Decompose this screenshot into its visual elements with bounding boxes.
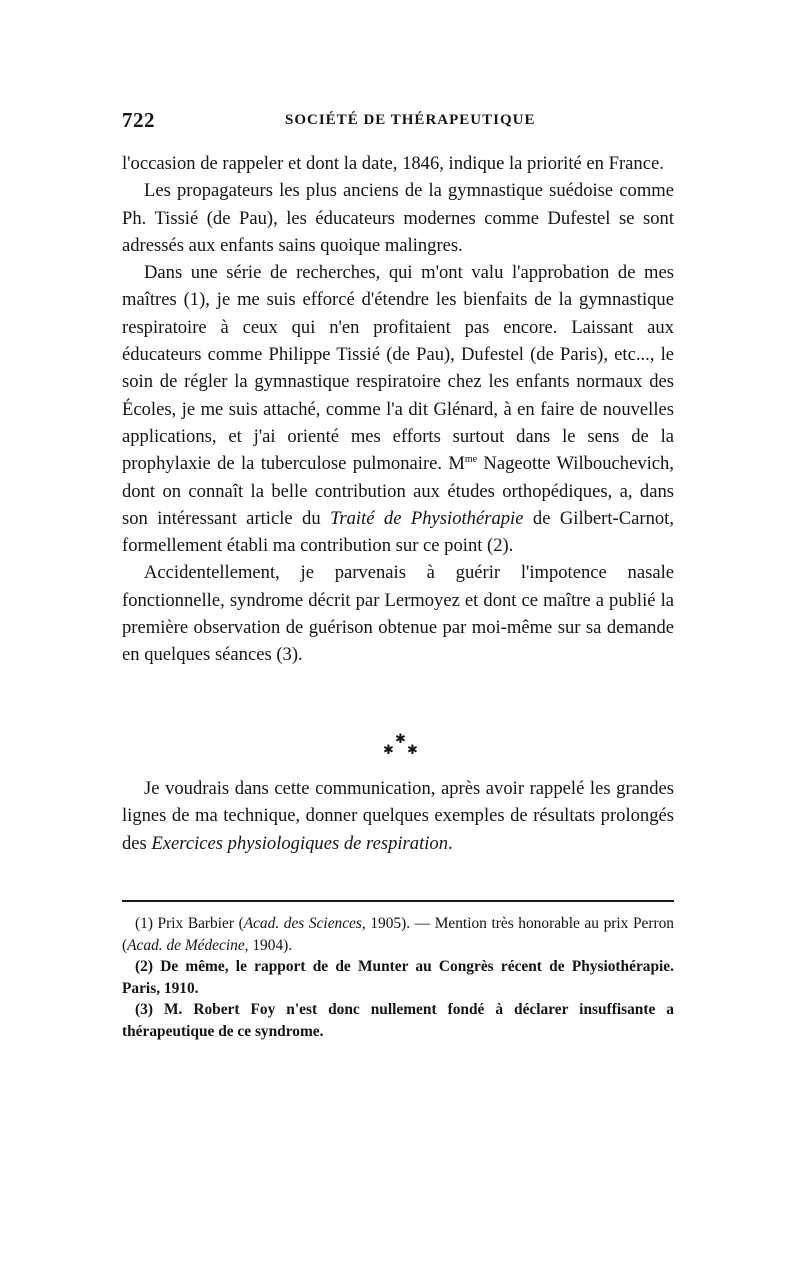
paragraph-propagateurs: Les propagateurs les plus anciens de la gymnastique suédoise comme Ph. Tissié (de Pau), les éducateurs modernes comme Dufestel se sont adressés aux enfants sains quoique malingres. (122, 180, 674, 256)
superscript-me: me (464, 454, 478, 466)
asterism-separator (380, 733, 420, 773)
text-segment: , 1905). — Mention très honorable au prix Perron ( (122, 915, 674, 954)
text-segment: (1) Prix Barbier ( (135, 915, 244, 932)
asterisk-icon: ✱ (407, 743, 418, 758)
text-segment: de Gilbert-Carnot, formellement établi ma contribution sur ce point (2). (122, 507, 674, 557)
text-segment: Je voudrais dans cette communication, après avoir rappelé les grandes lignes de ma technique, donner quelques exemples de résultats prolongés des (122, 778, 674, 854)
footnote-divider (122, 900, 674, 902)
page-header (122, 108, 672, 138)
text-segment: . (448, 832, 453, 854)
exercises-title-italic: Exercices physiologiques de respiration (151, 832, 449, 854)
body-text (122, 150, 674, 669)
book-title-italic: Traité de Physiothérapie (330, 507, 524, 529)
body-text-communication (122, 775, 674, 857)
text-segment: , 1904). (244, 936, 293, 954)
footnote-3: (3) M. Robert Foy n'est donc nullement fondé à déclarer insuffisante a thérapeutique de ce syndrome. (122, 1001, 674, 1040)
paragraph-accidentellement: Accidentellement, je parvenais à guérir l'impotence nasale fonctionnelle, syndrome décrit par Lermoyez et dont ce maître a publié la première observation de guérison obtenue par moi-même sur sa demande en quelques séances (3). (122, 562, 674, 666)
asterisk-icon: ✱ (395, 732, 406, 747)
paragraph-recherches (122, 259, 674, 559)
footnote-1 (122, 913, 674, 956)
text-segment: Dans une série de recherches, qui m'ont valu l'approbation de mes maîtres (1), je me suis efforcé d'étendre les bienfaits de la gymnastique respiratoire à ceux qui n'en profitaient pas encore. Laissant aux éducateurs comme Philippe Tissié (de Pau), Dufestel (de Paris), etc..., le soin de régler la gymnastique respiratoire chez les enfants normaux des Écoles, je me suis attaché, comme l'a dit Glénard, à en faire de nouvelles applications, et j'ai orienté mes efforts surtout dans le sens de la prophylaxie de la tuberculose pulmonaire. M (122, 262, 674, 475)
running-title: SOCIÉTÉ DE THÉRAPEUTIQUE (285, 112, 536, 128)
page-number: 722 (122, 108, 155, 132)
paragraph-communication (122, 775, 674, 857)
footnote-italic: Acad. de Médecine (127, 936, 245, 954)
footnote-2: (2) De même, le rapport de de Munter au Congrès récent de Physiothérapie. Paris, 1910. (122, 958, 674, 997)
footnote-italic: Acad. des Sciences (243, 915, 362, 932)
footnotes (122, 913, 674, 1042)
paragraph-continuation: l'occasion de rappeler et dont la date, 1846, indique la priorité en France. (122, 153, 664, 174)
asterisk-icon: ✱ (383, 743, 394, 758)
text-segment: Nageotte Wilbouchevich, dont on connaît la belle contribution aux études orthopédiques, a, dans son intéressant article du (122, 453, 674, 529)
